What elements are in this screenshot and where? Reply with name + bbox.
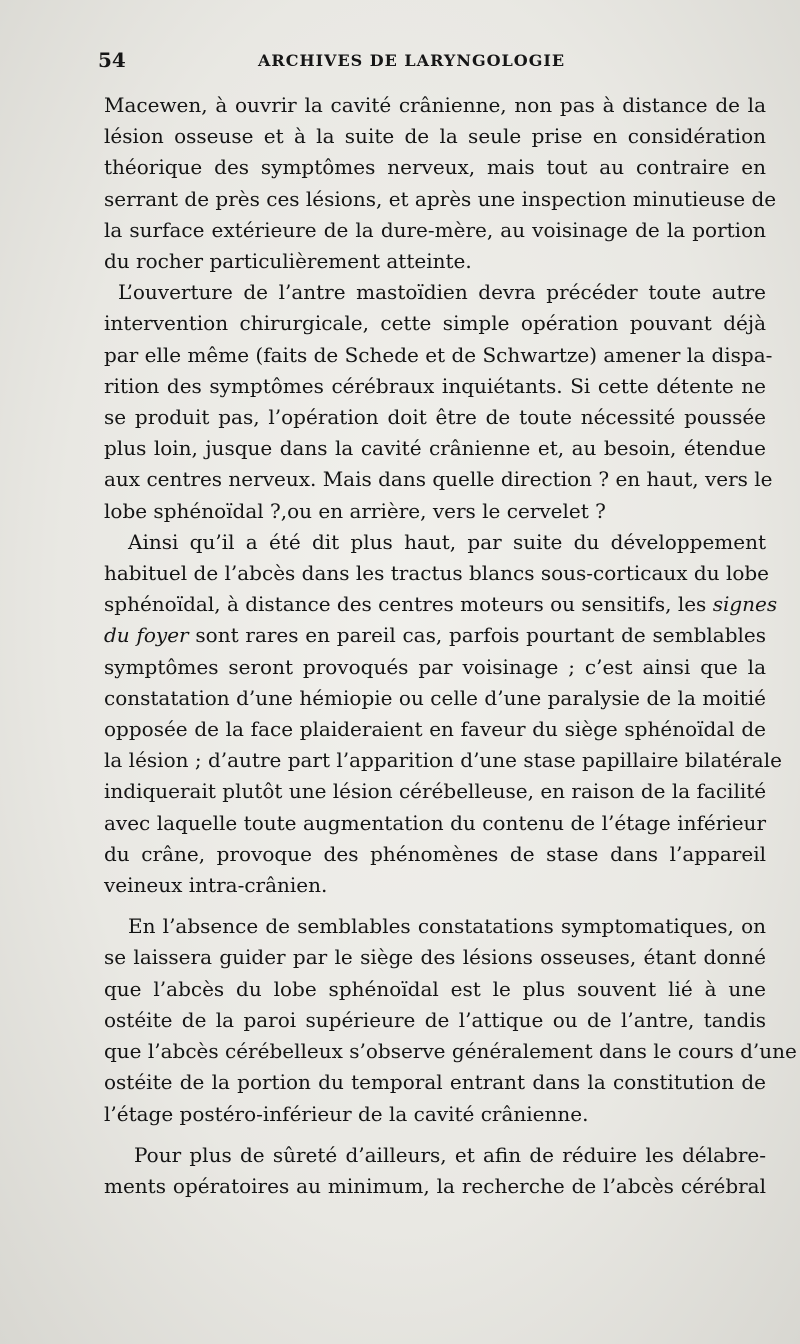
text-segment: sont rares en pareil cas, parfois pourtant de semblables bbox=[195, 623, 767, 648]
text-line: veineux intra-crânien. bbox=[104, 873, 328, 898]
italic-phrase: signes bbox=[712, 592, 778, 617]
paragraph-3 bbox=[104, 527, 782, 901]
paragraph-4 bbox=[104, 911, 797, 1129]
text-line: lobe sphénoïdal ?,ou en arrière, vers le cervelet ? bbox=[104, 498, 606, 523]
text-line: la lésion ; d’autre part l’apparition d’une stase papillaire bilatérale bbox=[104, 748, 782, 773]
paragraph-1 bbox=[104, 90, 777, 277]
body-text bbox=[104, 90, 797, 1202]
text-line: théorique des symptômes nerveux, mais tout au contraire en bbox=[104, 155, 766, 180]
text-line: ostéite de la paroi supérieure de l’attique ou de l’antre, tandis bbox=[104, 1007, 766, 1032]
text-line: du rocher particulièrement atteinte. bbox=[104, 249, 472, 274]
text-line-with-italic bbox=[104, 620, 766, 651]
text-line: intervention chirurgicale, cette simple opération pouvant déjà bbox=[104, 311, 766, 336]
text-line: habituel de l’abcès dans les tractus blancs sous-corticaux du lobe bbox=[104, 561, 770, 586]
text-line: se laissera guider par le siège des lésions osseuses, étant donné bbox=[104, 945, 766, 970]
running-title: ARCHIVES DE LARYNGOLOGIE bbox=[258, 51, 566, 70]
text-line: plus loin, jusque dans la cavité crânienne et, au besoin, étendue bbox=[104, 436, 766, 461]
text-line: Ainsi qu’il a été dit plus haut, par suite du développement bbox=[128, 529, 766, 554]
text-line: la surface extérieure de la dure-mère, au voisinage de la portion bbox=[104, 217, 766, 242]
page-header bbox=[98, 48, 773, 72]
text-line: serrant de près ces lésions, et après une inspection minutieuse de bbox=[104, 186, 777, 211]
text-line: En l’absence de semblables constatations symptomatiques, on bbox=[128, 914, 766, 939]
text-line: rition des symptômes cérébraux inquiétants. Si cette détente ne bbox=[104, 373, 766, 398]
text-line: lésion osseuse et à la suite de la seule prise en considération bbox=[104, 124, 766, 149]
text-line: ments opératoires au minimum, la recherche de l’abcès cérébral bbox=[104, 1173, 766, 1198]
text-line: par elle même (faits de Schede et de Schwartze) amener la dispa- bbox=[104, 342, 773, 367]
text-line: se produit pas, l’opération doit être de toute nécessité poussée bbox=[104, 405, 766, 430]
text-line: ostéite de la portion du temporal entrant dans la constitution de bbox=[104, 1070, 766, 1095]
text-line: aux centres nerveux. Mais dans quelle direction ? en haut, vers le bbox=[104, 467, 773, 492]
text-line: Pour plus de sûreté d’ailleurs, et afin de réduire les délabre- bbox=[134, 1142, 766, 1167]
text-line: constatation d’une hémiopie ou celle d’une paralysie de la moitié bbox=[104, 685, 766, 710]
italic-phrase: du foyer bbox=[104, 623, 189, 648]
text-line-with-italic bbox=[104, 589, 778, 620]
text-line: indiquerait plutôt une lésion cérébelleuse, en raison de la facilité bbox=[104, 779, 767, 804]
text-line: que l’abcès du lobe sphénoïdal est le plus souvent lié à une bbox=[104, 976, 766, 1001]
text-line: Macewen, à ouvrir la cavité crânienne, non pas à distance de la bbox=[104, 93, 766, 117]
text-line: du crâne, provoque des phénomènes de stase dans l’appareil bbox=[104, 841, 766, 866]
text-line: l’étage postéro-inférieur de la cavité crânienne. bbox=[104, 1101, 589, 1126]
paragraph-2 bbox=[104, 277, 773, 527]
text-line: opposée de la face plaideraient en faveur du siège sphénoïdal de bbox=[104, 717, 766, 742]
text-line: que l’abcès cérébelleux s’observe généralement dans le cours d’une bbox=[104, 1039, 797, 1064]
text-line: symptômes seront provoqués par voisinage ; c’est ainsi que la bbox=[104, 654, 766, 679]
text-line: L’ouverture de l’antre mastoïdien devra précéder toute autre bbox=[118, 280, 766, 305]
text-line: avec laquelle toute augmentation du contenu de l’étage inférieur bbox=[104, 810, 766, 835]
page-number: 54 bbox=[98, 48, 126, 72]
text-segment: sphénoïdal, à distance des centres moteurs ou sensitifs, les bbox=[104, 592, 707, 617]
paragraph-5 bbox=[104, 1140, 766, 1202]
